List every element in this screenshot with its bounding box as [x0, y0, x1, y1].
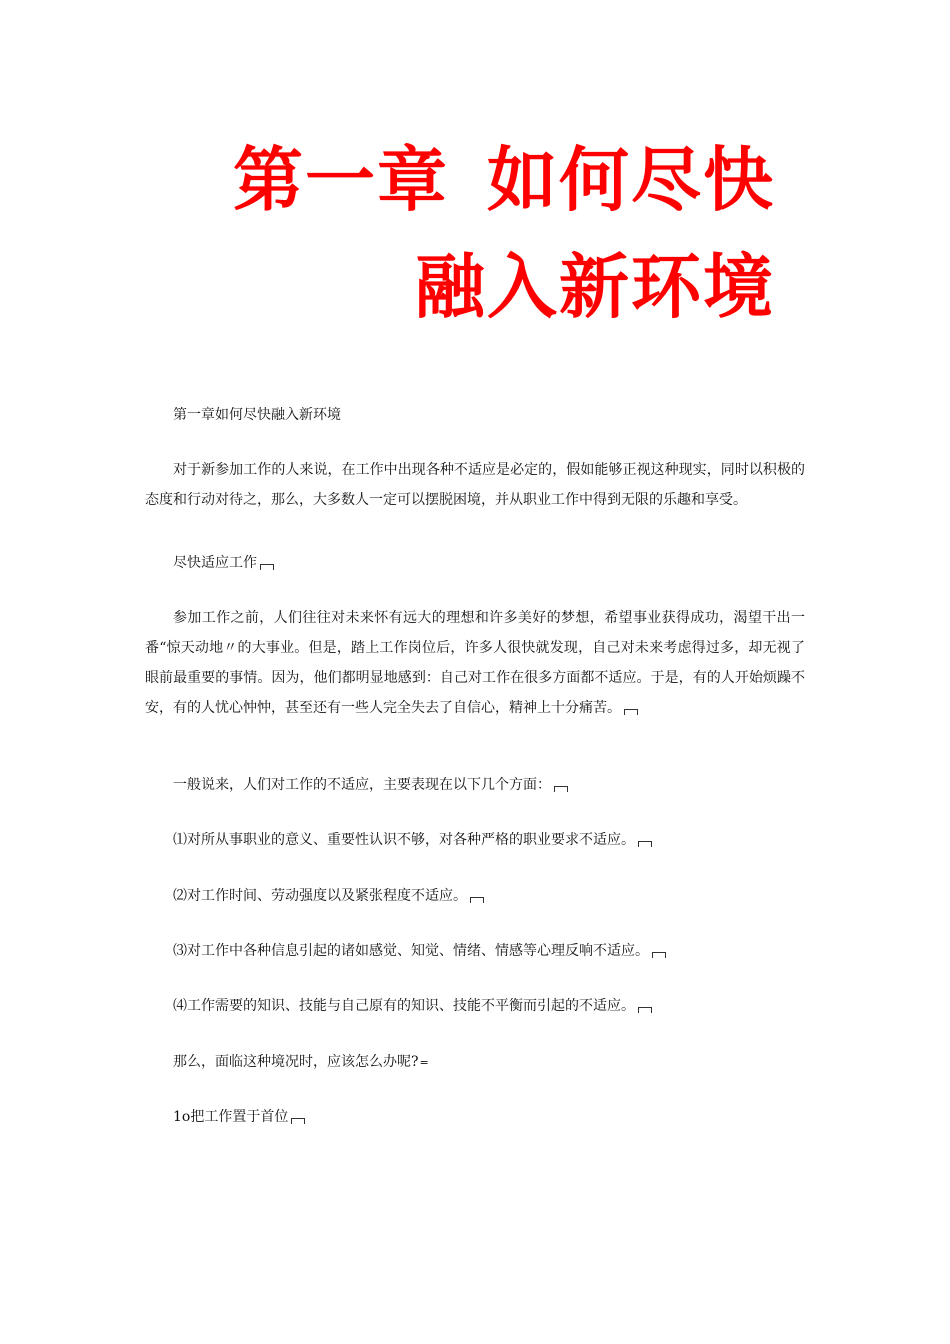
- return-mark-icon: [638, 841, 652, 847]
- paragraph-text: ⑷工作需要的知识、技能与自己原有的知识、技能不平衡而引起的不适应。: [173, 998, 635, 1014]
- return-mark-icon: [652, 952, 666, 958]
- end-mark: =: [419, 1056, 429, 1069]
- chapter-title-text-2: 融入新环境: [415, 246, 775, 328]
- return-mark-icon: [624, 709, 638, 715]
- list-item: [145, 936, 805, 966]
- paragraph-question: [145, 1047, 805, 1078]
- list-item: [145, 825, 805, 855]
- list-item: [145, 991, 805, 1021]
- paragraph-list-intro: [145, 770, 805, 800]
- chapter-title-line-1: [233, 140, 775, 220]
- chapter-title-number: 第一章: [233, 139, 449, 221]
- paragraph-text: 参加工作之前，人们往往对未来怀有远大的理想和许多美好的梦想，希望事业获得成功，渴望干出一番“惊天动地〃的大事业。但是，踏上工作岗位后，许多人很快就发现，自己对未来考虑得过多，却无视了眼前最重要的事情。因为，他们都明显地感到：自己对工作在很多方面都不适应。于是，有的人开始烦躁不安，有的人忧心忡忡，甚至还有一些人完全失去了自信心，精神上十分痛苦。: [145, 610, 805, 716]
- paragraph-heading: [145, 400, 805, 430]
- paragraph-text: ⑶对工作中各种信息引起的诸如感觉、知觉、情绪、情感等心理反响不适应。: [173, 943, 649, 959]
- chapter-title-line-2: [415, 247, 775, 327]
- paragraph-text: 一般说来，人们对工作的不适应，主要表现在以下几个方面：: [173, 777, 551, 793]
- paragraph-text: 对于新参加工作的人来说，在工作中出现各种不适应是必定的，假如能够正视这种现实，同时以积极的态度和行动对待之，那么，大多数人一定可以摆脱困境，并从职业工作中得到无限的乐趣和享受。: [145, 462, 805, 508]
- paragraph-text: 1o把工作置于首位: [173, 1109, 289, 1125]
- paragraph-text: 第一章如何尽快融入新环境: [173, 407, 341, 423]
- return-mark-icon: [260, 564, 274, 570]
- chapter-title-text-1: 如何尽快: [487, 139, 775, 221]
- paragraph-text: ⑵对工作时间、劳动强度以及紧张程度不适应。: [173, 888, 467, 904]
- paragraph-text: 那么，面临这种境况时，应该怎么办呢?: [173, 1054, 419, 1070]
- return-mark-icon: [470, 897, 484, 903]
- paragraph-body: [145, 603, 805, 723]
- return-mark-icon: [291, 1118, 305, 1124]
- return-mark-icon: [554, 786, 568, 792]
- return-mark-icon: [638, 1007, 652, 1013]
- section-heading: [145, 548, 805, 578]
- list-item: [145, 881, 805, 911]
- paragraph-text: ⑴对所从事职业的意义、重要性认识不够，对各种严格的职业要求不适应。: [173, 832, 635, 848]
- paragraph-intro: [145, 455, 805, 515]
- paragraph-text: 尽快适应工作: [173, 555, 257, 571]
- section-heading: [145, 1102, 805, 1132]
